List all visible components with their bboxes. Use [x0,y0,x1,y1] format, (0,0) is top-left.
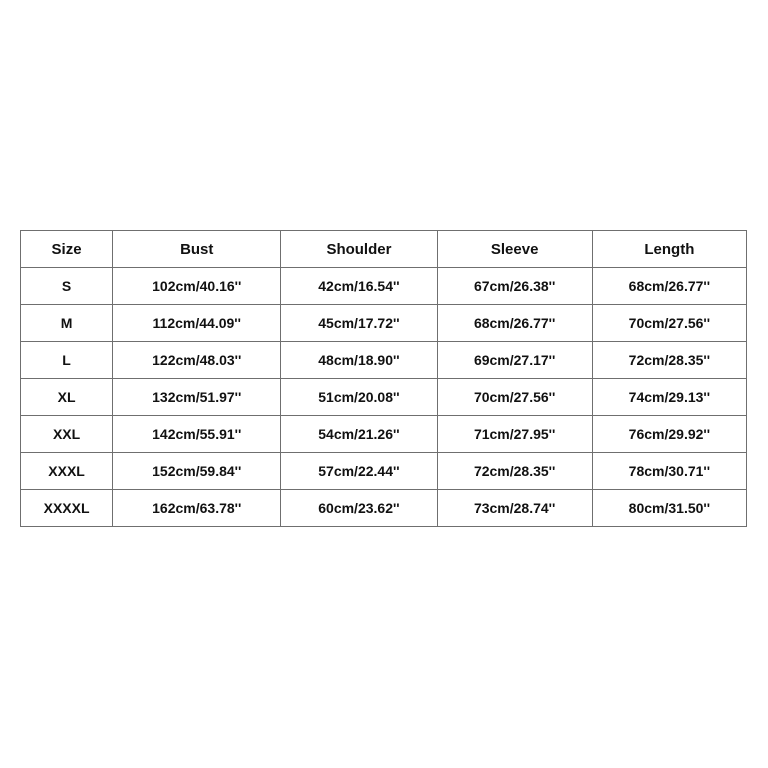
cell-bust: 162cm/63.78'' [113,490,281,527]
cell-sleeve: 69cm/27.17'' [437,342,592,379]
cell-length: 70cm/27.56'' [592,305,746,342]
cell-sleeve: 67cm/26.38'' [437,268,592,305]
table-row [21,268,747,305]
cell-sleeve: 73cm/28.74'' [437,490,592,527]
header-length: Length [592,231,746,268]
cell-length: 72cm/28.35'' [592,342,746,379]
cell-sleeve: 70cm/27.56'' [437,379,592,416]
cell-shoulder: 42cm/16.54'' [281,268,437,305]
cell-bust: 122cm/48.03'' [113,342,281,379]
cell-bust: 142cm/55.91'' [113,416,281,453]
table-header-row [21,231,747,268]
cell-length: 74cm/29.13'' [592,379,746,416]
header-sleeve: Sleeve [437,231,592,268]
cell-sleeve: 72cm/28.35'' [437,453,592,490]
cell-length: 68cm/26.77'' [592,268,746,305]
cell-size: XXL [21,416,113,453]
table-row [21,342,747,379]
cell-shoulder: 45cm/17.72'' [281,305,437,342]
table-row [21,416,747,453]
cell-sleeve: 71cm/27.95'' [437,416,592,453]
cell-shoulder: 51cm/20.08'' [281,379,437,416]
header-size: Size [21,231,113,268]
table-row [21,490,747,527]
table-row [21,305,747,342]
cell-shoulder: 57cm/22.44'' [281,453,437,490]
cell-shoulder: 48cm/18.90'' [281,342,437,379]
cell-length: 80cm/31.50'' [592,490,746,527]
cell-size: XXXXL [21,490,113,527]
cell-length: 78cm/30.71'' [592,453,746,490]
cell-bust: 112cm/44.09'' [113,305,281,342]
cell-bust: 152cm/59.84'' [113,453,281,490]
cell-size: XXXL [21,453,113,490]
size-chart-table [20,230,747,527]
cell-size: XL [21,379,113,416]
cell-size: L [21,342,113,379]
table-row [21,453,747,490]
cell-bust: 102cm/40.16'' [113,268,281,305]
cell-size: M [21,305,113,342]
cell-shoulder: 54cm/21.26'' [281,416,437,453]
cell-sleeve: 68cm/26.77'' [437,305,592,342]
cell-size: S [21,268,113,305]
table-row [21,379,747,416]
cell-bust: 132cm/51.97'' [113,379,281,416]
header-shoulder: Shoulder [281,231,437,268]
cell-length: 76cm/29.92'' [592,416,746,453]
cell-shoulder: 60cm/23.62'' [281,490,437,527]
header-bust: Bust [113,231,281,268]
